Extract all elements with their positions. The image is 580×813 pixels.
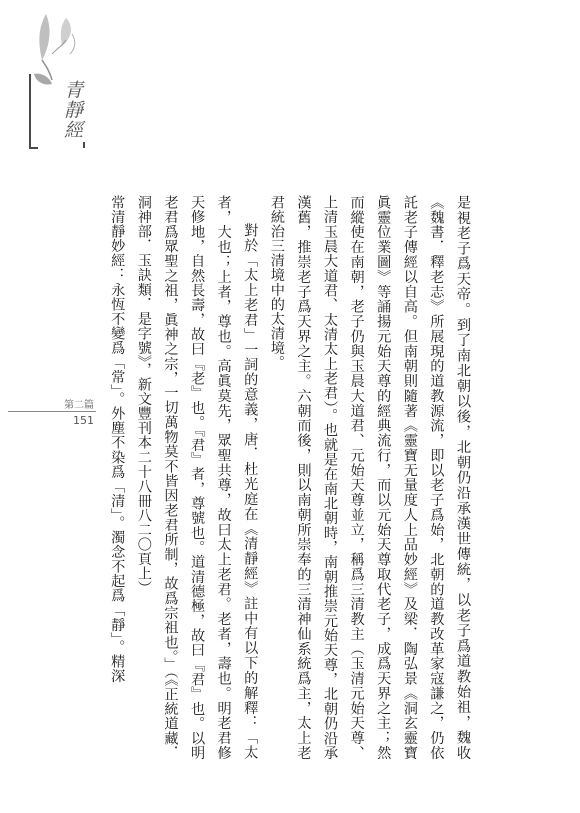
paragraph: 是視老子爲天帝。到了南北朝以後，北朝仍沿承漢世傳統，以老子爲道教始祖，魏收《魏書．釋老志》所展現的道教源流，即以老子爲始，北朝的道教改革家寇謙之，仍依託老子傳經以自高。但南朝則隨著《靈寶无量度人上品妙經》及梁．陶弘景《洞玄靈寶眞靈位業圖》等誦揚元始天尊的經典流行，而以元始天尊取代老子，成爲天界之主；然而縱使在南朝，老子仍與玉晨大道君、元始天尊並立，稱爲三清教主（玉清元始天尊、上清玉晨大道君、太清太上老君）。也就是在南北朝時，南朝推崇元始天尊，北朝仍沿承漢舊，推崇老子爲天界之主。六朝而後，則以南朝所崇奉的三清神仙系統爲主，太上老君統治三清境中的太清境。 <box>268 195 471 760</box>
book-logo <box>28 14 86 156</box>
logo-title: 青靜經 <box>61 80 83 140</box>
chapter-divider <box>8 411 96 412</box>
paragraph: 對於「太上老君」一詞的意義，唐．杜光庭在《清靜經》註中有以下的解釋：「太者，大也；上者，尊也。高眞莫先，眾聖共尊，故曰太上老君。老者，壽也。明老君修天修地，自然長壽，故曰『老』也。『君』者，尊號也。道清德極，故曰『君』也。以明老君爲眾聖之祖，眞神之宗，一切萬物莫不皆因老君所制，故爲宗祖也。」（《正統道藏．洞神部．玉訣類．是字號》，新文豐刊本二十八冊八二〇頁上） <box>135 195 259 760</box>
body-text <box>104 195 476 760</box>
chapter-label: 第二篇 <box>64 400 94 411</box>
page-number: 151 <box>73 414 94 427</box>
paragraph: 常清靜妙經：永恆不變爲「常」。外塵不染爲「清」。濁念不起爲「靜」。精深 <box>109 195 126 683</box>
